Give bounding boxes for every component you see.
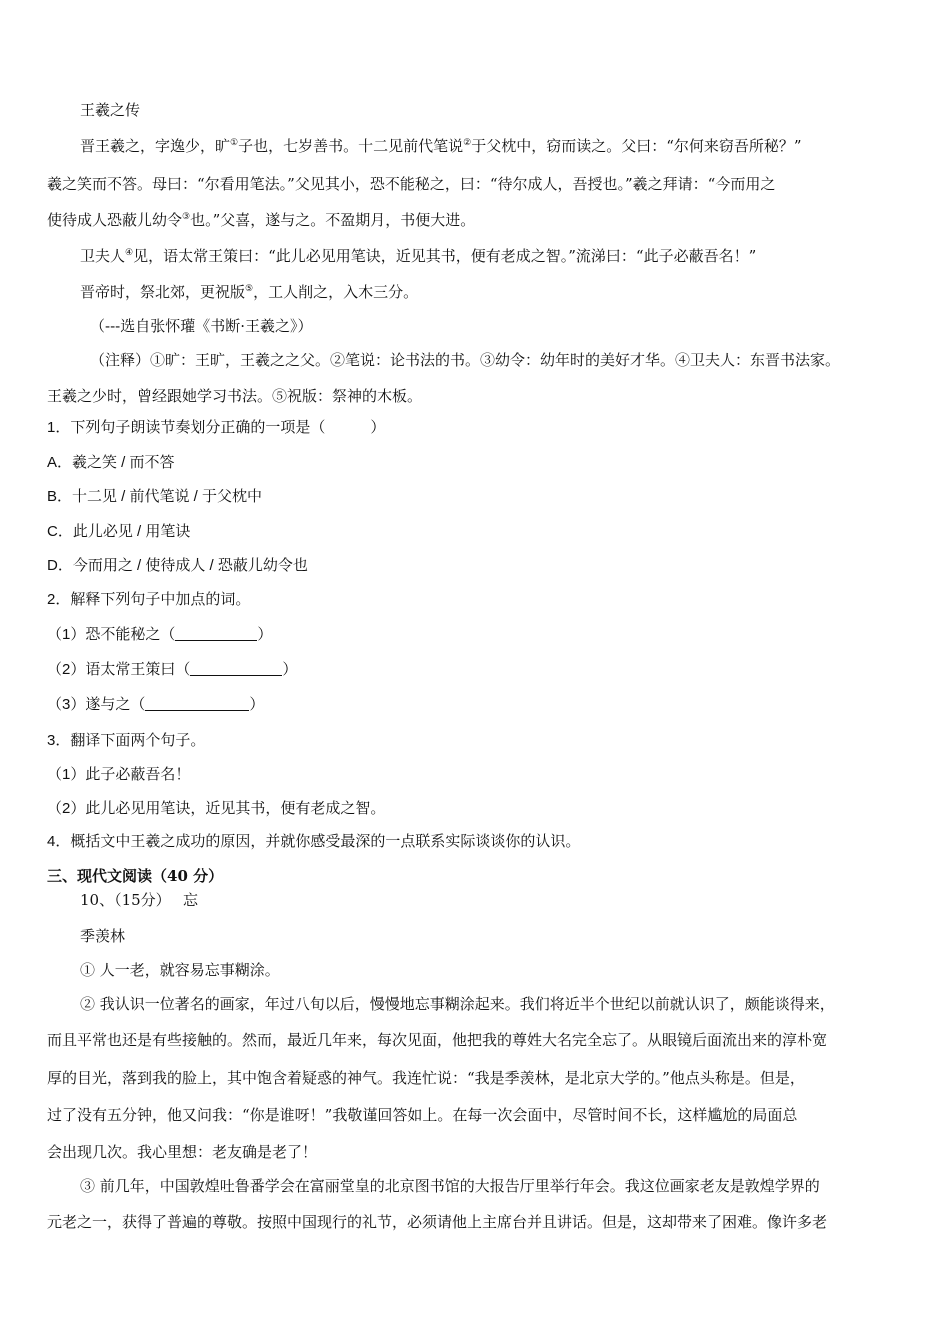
article-paragraph-2-line-1: ② 我认识一位著名的画家，年过八旬以后，慢慢地忘事糊涂起来。我们将近半个世纪以前就认识了，颇能谈得来， <box>80 995 835 1013</box>
passage-paragraph-1-line-1: 晋王羲之，字逸少，旷①子也，七岁善书。十二见前代笔说②于父枕中，窃而读之。父曰：“尔何来窃吾所秘？” <box>80 137 802 155</box>
passage-paragraph-1-line-3: 使待成人恐蔽儿幼令③也。”父喜，遂与之。不盈期月，书便大进。 <box>47 211 476 229</box>
question-3-stem: 3．翻译下面两个句子。 <box>47 732 206 749</box>
question-3-item-1: （1）此子必蔽吾名！ <box>47 766 191 783</box>
question-1-option-c: C．此儿必见 / 用笔诀 <box>47 523 191 540</box>
question-2-item-3: （3）遂与之（ ） <box>47 696 265 713</box>
article-paragraph-1: ① 人一老，就容易忘事糊涂。 <box>80 961 280 979</box>
passage-title: 王羲之传 <box>80 101 141 119</box>
article-paragraph-3-line-2: 元老之一，获得了普遍的尊敬。按照中国现行的礼节，必须请他上主席台并且讲话。但是，这却带来了困难。像许多老 <box>47 1213 828 1231</box>
question-2-stem: 2．解释下列句子中加点的词。 <box>47 591 251 608</box>
question-10-heading: 10、（15分） 忘 <box>80 891 198 909</box>
article-paragraph-2-line-2: 而且平常也还是有些接触的。然而，最近几年来，每次见面，他把我的尊姓大名完全忘了。从眼镜后面流出来的淳朴宽 <box>47 1031 828 1049</box>
question-4-stem: 4．概括文中王羲之成功的原因，并就你感受最深的一点联系实际谈谈你的认识。 <box>47 833 581 850</box>
footnote-marker: ③ <box>182 212 191 222</box>
article-author: 季羡林 <box>80 927 126 945</box>
article-paragraph-2-line-3: 厚的目光，落到我的脸上，其中饱含着疑惑的神气。我连忙说：“我是季羡林，是北京大学的。”他点头称是。但是， <box>47 1069 805 1087</box>
answer-blank[interactable] <box>175 626 257 641</box>
footnote-marker: ① <box>230 138 239 148</box>
article-paragraph-3-line-1: ③ 前几年，中国敦煌吐鲁番学会在富丽堂皇的北京图书馆的大报告厅里举行年会。我这位画家老友是敦煌学界的 <box>80 1177 820 1195</box>
answer-blank[interactable] <box>190 661 282 676</box>
article-paragraph-2-line-4: 过了没有五分钟，他又问我：“你是谁呀！”我敬谨回答如上。在每一次会面中，尽管时间不长，这样尴尬的局面总 <box>47 1106 798 1124</box>
section-3-heading: 三、现代文阅读（40 分） <box>47 867 224 885</box>
question-2-item-1: （1）恐不能秘之（ ） <box>47 626 273 643</box>
passage-source: （---选自张怀瓘《书断·王羲之》） <box>90 317 313 335</box>
question-1-option-b: B．十二见 / 前代笔说 / 于父枕中 <box>47 488 263 505</box>
question-1-option-a: A．羲之笑 / 而不答 <box>47 454 175 471</box>
notes-line-1: （注释）①旷：王旷，王羲之之父。②笔说：论书法的书。③幼令：幼年时的美好才华。④卫夫人：东晋书法家。 <box>90 351 841 369</box>
question-1-option-d: D．今而用之 / 使待成人 / 恐蔽儿幼令也 <box>47 557 308 574</box>
footnote-marker: ④ <box>125 248 134 258</box>
footnote-marker: ⑤ <box>245 284 254 294</box>
question-2-item-2: （2）语太常王策曰（ ） <box>47 661 298 678</box>
passage-paragraph-1-line-2: 羲之笑而不答。母曰：“尔看用笔法。”父见其小，恐不能秘之，曰：“待尔成人，吾授也。”羲之拜请：“今而用之 <box>47 175 776 193</box>
passage-paragraph-3: 晋帝时，祭北郊，更祝版⑤，工人削之，入木三分。 <box>80 283 419 301</box>
question-1-stem: 1．下列句子朗读节奏划分正确的一项是（ ） <box>47 419 386 436</box>
article-paragraph-2-line-5: 会出现几次。我心里想：老友确是老了！ <box>47 1143 318 1161</box>
passage-paragraph-2: 卫夫人④见，语太常王策曰：“此儿必见用笔诀，近见其书，便有老成之智。”流涕曰：“此子必蔽吾名！” <box>80 247 757 265</box>
footnote-marker: ② <box>463 138 472 148</box>
question-3-item-2: （2）此儿必见用笔诀，近见其书，便有老成之智。 <box>47 800 386 817</box>
notes-line-2: 王羲之少时，曾经跟她学习书法。⑤祝版：祭神的木板。 <box>47 387 423 405</box>
answer-blank[interactable] <box>145 696 249 711</box>
